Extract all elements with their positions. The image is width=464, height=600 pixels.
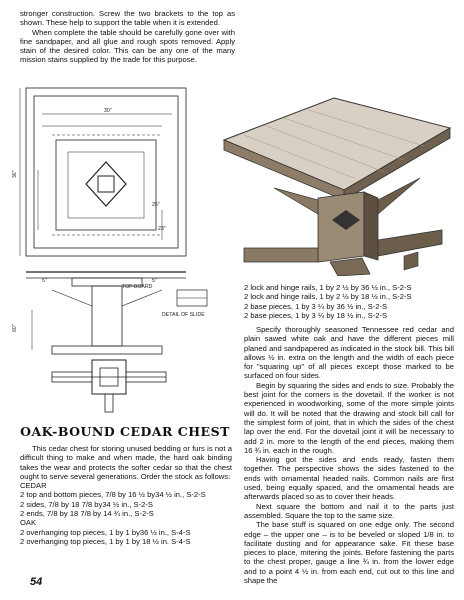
list-item: 2 ends, 7/8 by 18 7/8 by 14 ¾ in., S-2-S — [20, 509, 154, 519]
table-technical-drawing — [12, 80, 234, 416]
body-paragraph: The base stuff is squared on one edge only. The second edge – the upper one – is to be beveled or sloped 1/8 in. to facilitate dusting and for appearance sake. Fit these base pieces to place, mitering the joints. Before fastening the parts to the chest proper, gauge a line ¾ in. from the lower edge and to a point 4 ½ in. from each end, cut out to this line and shape the — [244, 520, 454, 586]
list-item: 2 sides, 7/8 by 18 7/8 by34 ½ in., S-2-S — [20, 499, 153, 509]
list-item: 2 overhanging top pieces, 1 by 1 by 18 ½ in. S-4-S — [20, 536, 191, 546]
cedar-heading: CEDAR — [20, 481, 47, 491]
section-title: OAK-BOUND CEDAR CHEST — [20, 424, 230, 439]
list-item: 2 base pieces, 1 by 3 ¼ by 18 ½ in., S-2-S — [244, 310, 388, 320]
body-paragraph: Having got the sides and ends ready, fasten them together. The perspective shows the sides fastened to the ends with ornamental headed nails. Common nails are first used, being equally spaced, and the ornamental heads are afterwards placed so as to cover their heads. — [244, 455, 454, 502]
oak-heading: OAK — [20, 518, 37, 528]
table-photo — [214, 80, 458, 276]
left-column-text — [20, 444, 232, 546]
dim-5-left-label: 5" — [42, 278, 47, 284]
body-paragraph: Begin by squaring the sides and ends to size. Probably the best joint for the corners is the dovetail. If the worker is not experienced in woodworking, some of the more simple joints will do. It will be noted that the drawing and stock bill call for the simplest form of joint, that in which the sides of the chest lap over the end. For the dovetail joint it will be necessary to add 2 in. more to the length of the end pieces, making them 16 ¾ in. each in the rough. — [244, 380, 454, 455]
right-stock-list — [244, 283, 454, 320]
list-item: 2 base pieces, 1 by 3 ¼ by 36 ½ in., S-2-S — [244, 301, 388, 311]
intro-text-block — [20, 9, 235, 65]
dim-25-label: 25" — [152, 202, 160, 208]
dim-5-right-label: 5" — [152, 278, 157, 284]
dim-30-label: 30" — [104, 108, 112, 114]
body-paragraph: Next square the bottom and nail it to the parts just assembled. Square the top to the same size. — [244, 501, 454, 520]
list-item: 2 top and bottom pieces, 7/8 by 16 ½ by34 ½ in., S-2-S — [20, 490, 206, 500]
intro-paragraph-2: When complete the table should be carefully gone over with fine sandpaper, and all glue and rough spots removed. Apply stain of the desired color. This can be any one of the many mission stains supplied by the trade for this purpose. — [20, 27, 235, 65]
right-column-text — [244, 325, 454, 585]
top-board-label: TOP BOARD — [122, 284, 153, 290]
dim-36-label: 36" — [12, 170, 18, 178]
dim-23-label: 23" — [158, 226, 166, 232]
intro-paragraph-1: stronger construction. Screw the two brackets to the top as shown. These help to support the table when it is extended. — [20, 9, 235, 28]
list-item: 2 overhanging top pieces, 1 by 1 by36 ½ in., S-4-S — [20, 527, 191, 537]
chest-intro-paragraph: This cedar chest for storing unused bedding or furs is not a difficult thing to make and when made, the hard oak binding takes the wear and protects the softer cedar so that the chest ought to serve several generations. Order the stock as follows: — [20, 444, 232, 481]
page-number: 54 — [30, 576, 43, 588]
list-item: 2 lock and hinge rails, 1 by 2 ½ by 18 ½ in., S-2-S — [244, 292, 412, 302]
list-item: 2 lock and hinge rails, 1 by 2 ½ by 36 ½ in., S-2-S — [244, 283, 412, 292]
detail-of-slide-label: DETAIL OF SLIDE — [162, 312, 205, 318]
cedar-list — [20, 481, 232, 546]
dim-60-label: 60" — [12, 324, 18, 332]
body-paragraph: Specify thoroughly seasoned Tennessee red cedar and plain sawed white oak and have the different pieces mill planed and sandpapered as indicated in the stock bill. This bill allows ½ in. extra on the length and the width of each piece for "squaring up" of all pieces except those marked to be surfaced on four sides. — [244, 325, 454, 381]
